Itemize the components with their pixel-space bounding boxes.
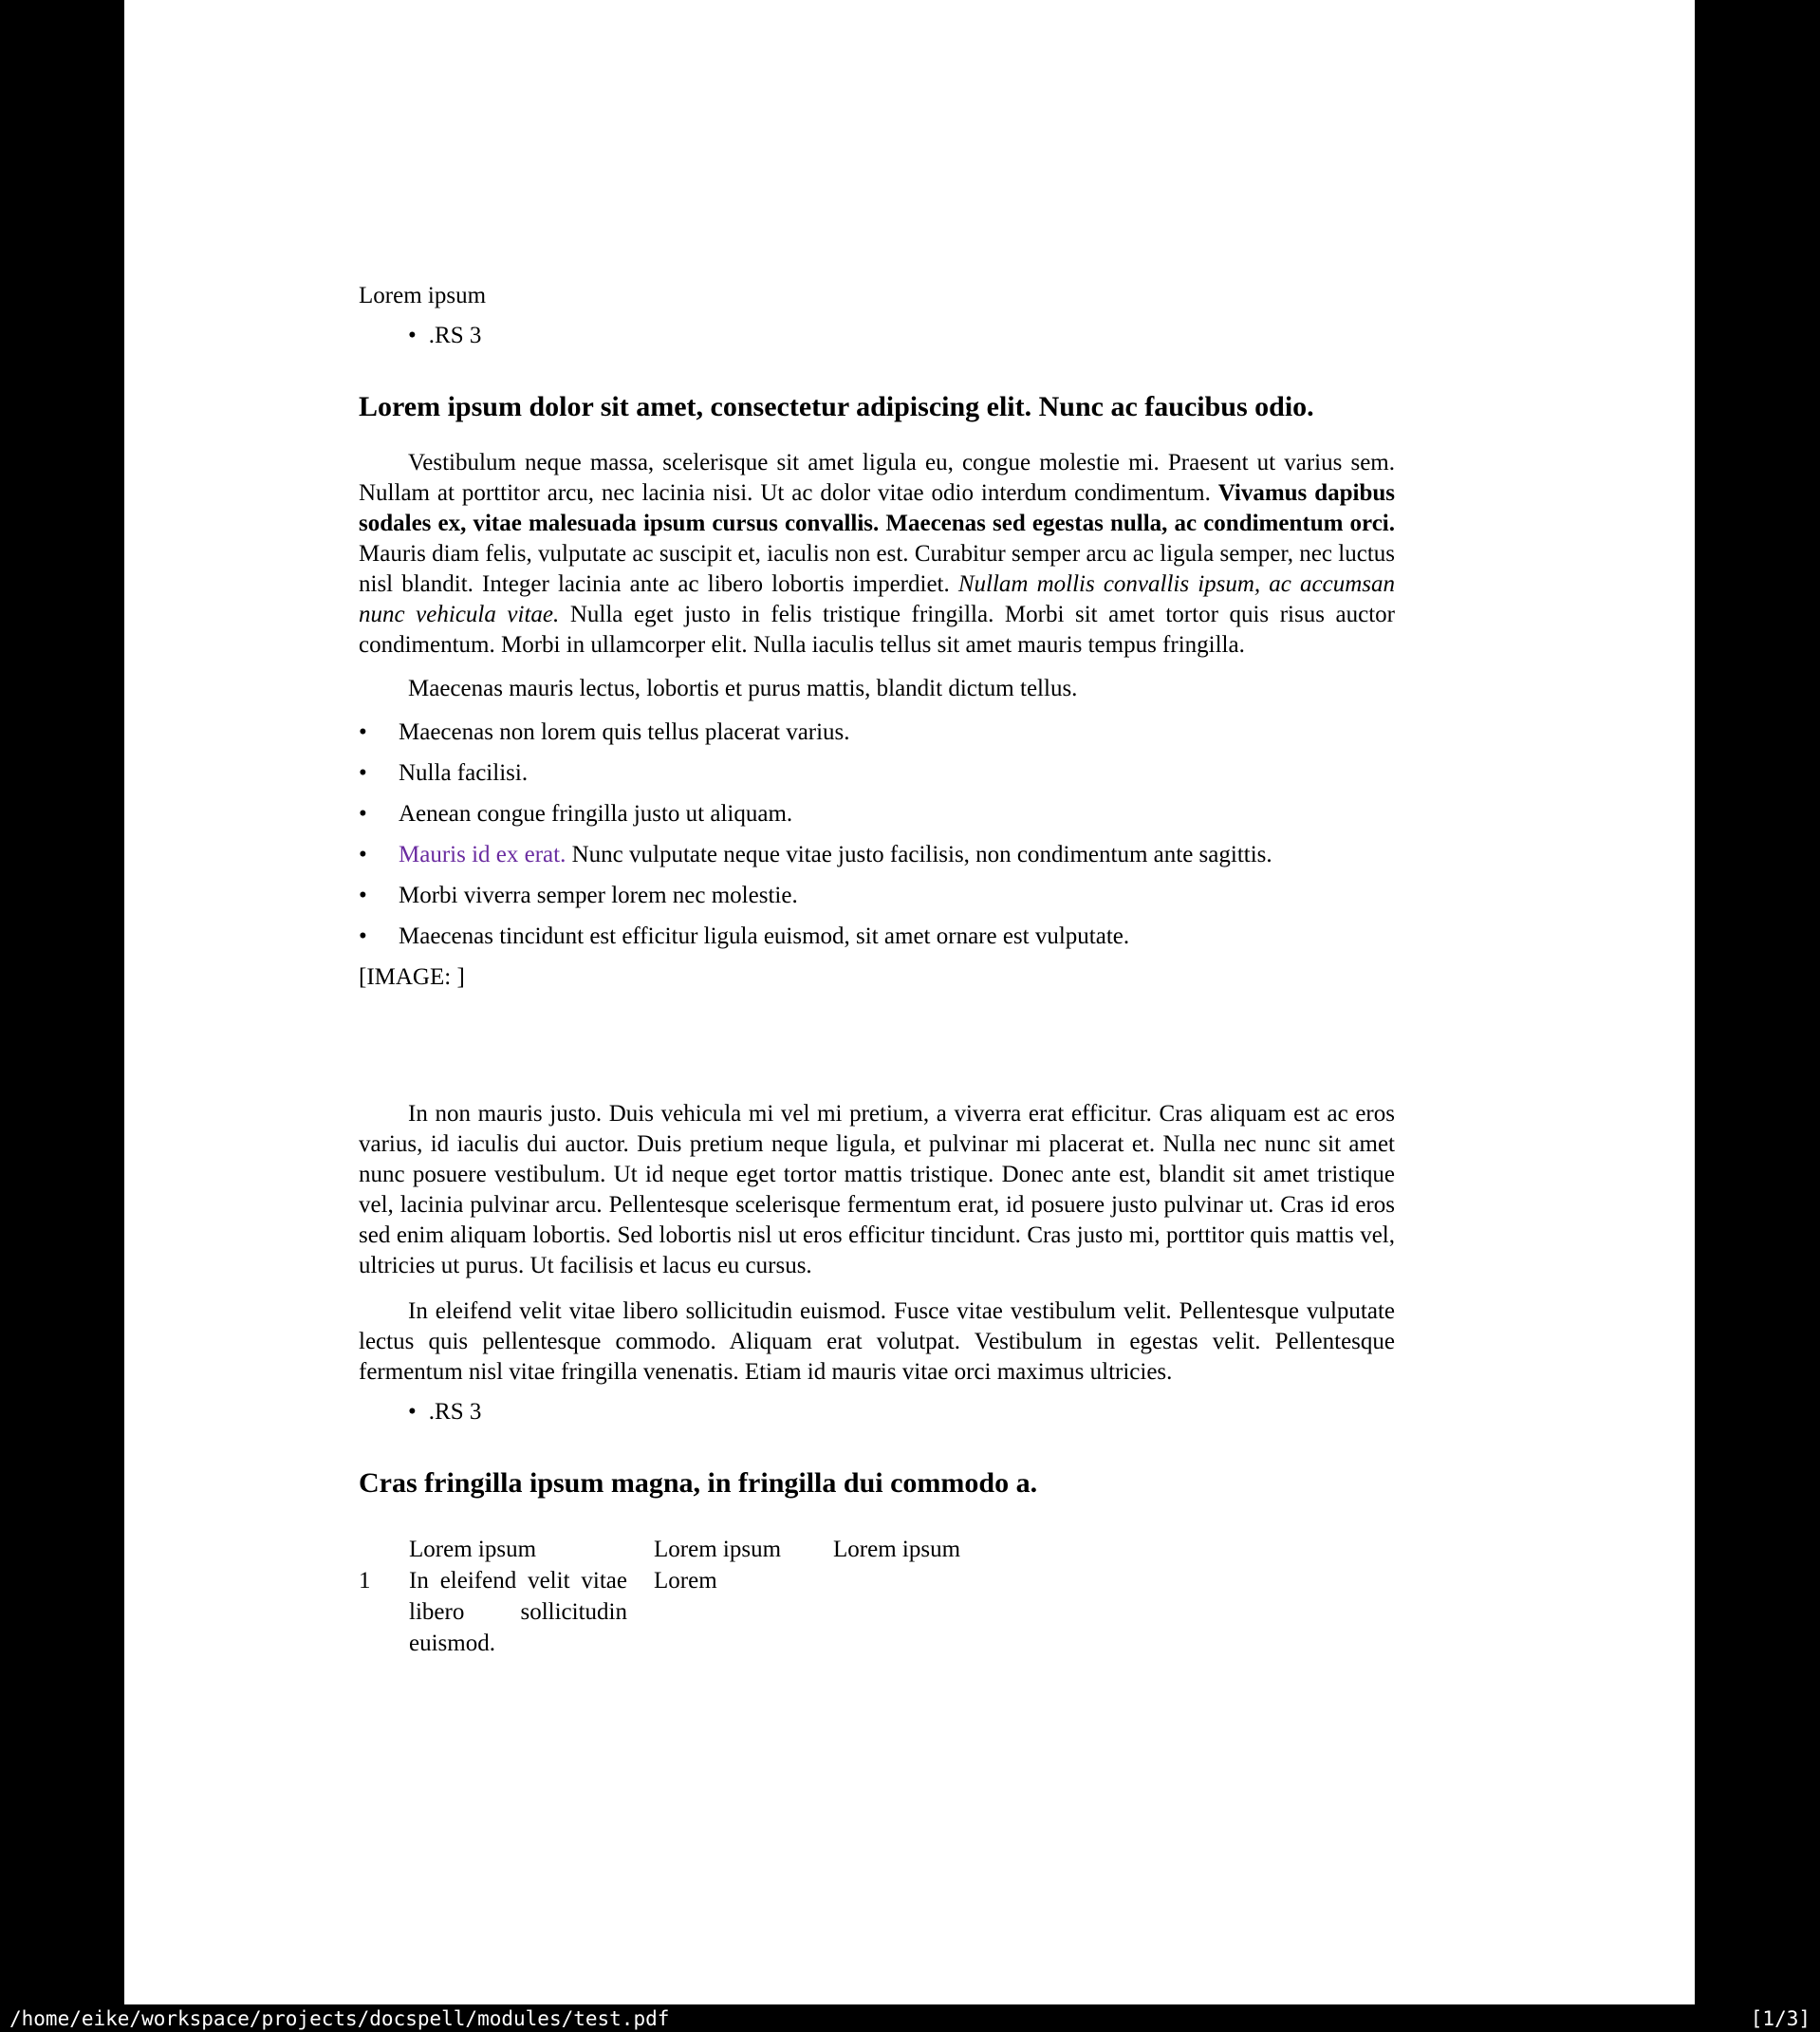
section1-heading: Lorem ipsum dolor sit amet, consectetur adipiscing elit. Nunc ac faucibus odio. [359,391,1314,422]
paragraph-1-bold: Vivamus dapibus sodales ex, vitae malesuada ipsum cursus convallis. Maecenas sed egestas nulla, ac condimentum orci. [359,480,1395,536]
table-cell [409,1565,654,1659]
list-item-text: Morbi viverra semper lorem nec molestie. [399,883,798,908]
image-blank-area [359,993,1395,1099]
bullet-list [359,718,1395,952]
bullet-icon: • [359,923,367,949]
bullet-icon: • [359,801,367,827]
table-cell: Lorem [654,1568,717,1594]
rs-directive-item [408,321,1395,351]
rs-directive-text: .RS 3 [428,1399,482,1425]
paragraph-1 [359,448,1395,661]
bullet-icon: • [359,760,367,786]
table-header-cell: Lorem ipsum [409,1537,537,1562]
image-placeholder: [IMAGE: ] [359,964,465,990]
list-item [359,922,1395,952]
bullet-icon: • [359,842,367,867]
table-header-cell: Lorem ipsum [654,1537,782,1562]
list-item [359,881,1395,911]
paragraph-1-italic: Nullam mollis convallis ipsum, ac accumsan nunc vehicula vitae. [359,571,1395,627]
paragraph-1-text: Mauris diam felis, vulputate ac suscipit et, iaculis non est. Curabitur semper arcu ac ligula semper, nec luctus nisl blandit. Integer lacinia ante ac libero lobortis imperdiet. [359,541,1395,597]
paragraph-4: In eleifend velit vitae libero sollicitudin euismod. Fusce vitae vestibulum velit. Pellentesque vulputate lectus quis pellentesque commodo. Aliquam erat volutpat. Vestibulum in egestas velit. Pellentesque fermentum nisl vitae fringilla venenatis. Etiam id mauris vitae orci maximus ultricies. [359,1298,1395,1385]
bullet-icon: • [359,883,367,908]
intro-label: Lorem ipsum [359,283,487,308]
list-item-text: Maecenas non lorem quis tellus placerat varius. [399,719,850,745]
table-cell [833,1565,985,1659]
table-cell-text: In eleifend velit vitae libero sollicitudin euismod. [409,1568,627,1656]
list-item-text: Nunc vulputate neque vitae justo facilisis, non condimentum ante sagittis. [566,842,1272,867]
list-item [359,718,1395,748]
paragraph-1-text: Vestibulum neque massa, scelerisque sit amet ligula eu, congue molestie mi. Praesent ut varius sem. Nullam at porttitor arcu, nec lacinia nisi. Ut ac dolor vitae odio interdum condimentum. [359,450,1395,506]
section2-heading: Cras fringilla ipsum magna, in fringilla dui commodo a. [359,1467,1038,1499]
table-header-cell: Lorem ipsum [833,1537,961,1562]
rs-directive-item [408,1397,1395,1427]
paragraph-2: Maecenas mauris lectus, lobortis et purus mattis, blandit dictum tellus. [408,676,1078,701]
list-item-text: Aenean congue fringilla justo ut aliquam. [399,801,793,827]
rs-directive-text: .RS 3 [428,323,482,348]
document-content [359,281,1395,1659]
list-item-text: Nulla facilisi. [399,760,529,786]
list-item [359,758,1395,789]
list-item [359,840,1395,870]
table-header-cell [359,1534,409,1565]
status-bar [0,2004,1820,2032]
document-hyperlink[interactable]: Mauris id ex erat. [399,842,566,867]
bullet-icon: • [408,323,417,348]
list-item [359,799,1395,830]
list-item-text: Maecenas tincidunt est efficitur ligula euismod, sit amet ornare est vulputate. [399,923,1130,949]
table-cell-rownum: 1 [359,1568,371,1594]
paragraph-3: In non mauris justo. Duis vehicula mi vel mi pretium, a viverra erat efficitur. Cras aliquam est ac eros varius, id iaculis dui auctor. Duis pretium neque ligula, et pulvinar mi placerat et. Nulla nec nunc sit amet nunc posuere vestibulum. Ut id neque eget tortor mattis tristique. Donec ante est, blandit sit amet tristique vel, lacinia pulvinar arcu. Pellentesque scelerisque fermentum erat, id posuere justo pulvinar ut. Cras id eros sed enim aliquam lobortis. Sed lobortis nisl ut eros efficitur tincidunt. Cras justo mi, porttitor quis mattis vel, ultricies ut purus. Ut facilisis et lacus eu cursus. [359,1101,1395,1278]
pdf-page[interactable] [124,0,1695,2004]
page-indicator: [1/3] [1750,2006,1811,2030]
bullet-icon: • [359,719,367,745]
file-path: /home/eike/workspace/projects/docspell/modules/test.pdf [9,2006,670,2030]
data-table [359,1534,985,1659]
list-item-text [399,840,1272,870]
table-header-row [359,1534,985,1565]
table-row [359,1565,985,1659]
bullet-icon: • [408,1399,417,1425]
paragraph-1-text: Nulla eget justo in felis tristique fringilla. Morbi sit amet tortor quis risus auctor condimentum. Morbi in ullamcorper elit. Nulla iaculis tellus sit amet mauris tempus fringilla. [359,602,1395,658]
